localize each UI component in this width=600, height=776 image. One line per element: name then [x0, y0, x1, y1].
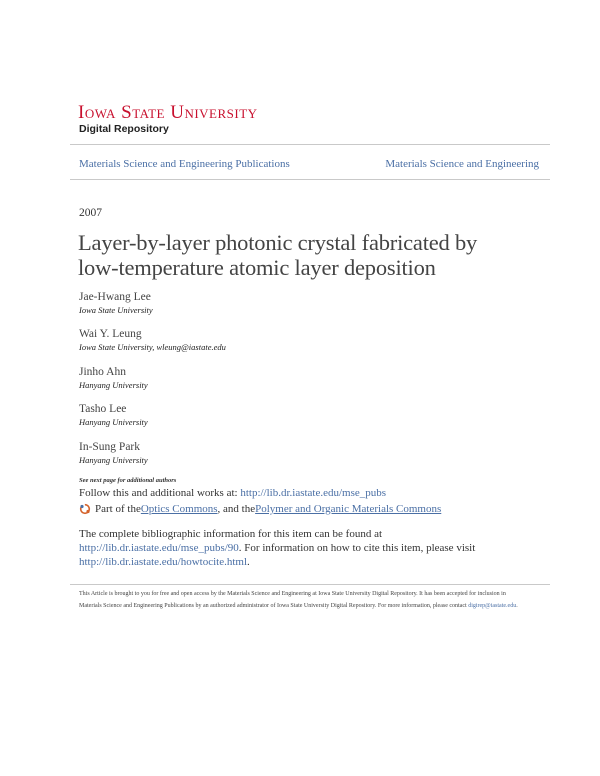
nav-divider — [70, 179, 550, 180]
author-email: wleung@iastate.edu — [156, 342, 226, 352]
author-entry — [79, 440, 499, 466]
polymer-commons-link[interactable]: Polymer and Organic Materials Commons — [255, 503, 442, 515]
footer-divider — [70, 584, 550, 585]
howtocite-link[interactable]: http://lib.dr.iastate.edu/howtocite.html — [79, 556, 248, 568]
author-name: Jae-Hwang Lee — [79, 291, 151, 303]
author-entry — [79, 290, 499, 316]
department-link[interactable]: Materials Science and Engineering — [385, 158, 539, 170]
commons-network-icon — [79, 503, 91, 515]
item-link[interactable]: http://lib.dr.iastate.edu/mse_pubs/90 — [79, 542, 239, 554]
top-divider — [70, 144, 550, 145]
paper-title: Layer-by-layer photonic crystal fabricated by low-temperature atomic layer deposition — [78, 230, 478, 280]
publications-link[interactable]: Materials Science and Engineering Publications — [79, 158, 290, 170]
author-entry — [79, 402, 499, 428]
biblio-text: . — [247, 556, 250, 568]
collection-link[interactable]: http://lib.dr.iastate.edu/mse_pubs — [240, 487, 387, 499]
breadcrumb — [79, 158, 539, 170]
see-next-page-note: See next page for additional authors — [79, 477, 177, 484]
author-affiliation: Hanyang University — [79, 380, 148, 390]
footer-end: . — [516, 602, 518, 609]
author-affiliation: Iowa State University, wleung@iastate.edu — [79, 342, 226, 352]
part-of-prefix: Part of the — [95, 503, 141, 515]
repository-name: Digital Repository — [79, 123, 169, 135]
contact-email-link[interactable]: digirep@iastate.edu — [468, 602, 517, 609]
author-entry — [79, 327, 499, 353]
follow-line — [79, 487, 386, 499]
biblio-text: The complete bibliographic information for this item can be found at — [79, 528, 383, 540]
author-affiliation: Iowa State University — [79, 305, 153, 315]
author-affiliation: Hanyang University — [79, 417, 148, 427]
university-logo: Iowa State University — [78, 102, 258, 123]
author-entry — [79, 365, 499, 391]
author-affiliation: Hanyang University — [79, 455, 148, 465]
part-of-middle: , and the — [217, 503, 256, 515]
optics-commons-link[interactable]: Optics Commons — [140, 503, 218, 515]
author-name: Wai Y. Leung — [79, 328, 142, 340]
footer-note — [79, 589, 524, 612]
footer-text: This Article is brought to you for free and open access by the Materials Science and Engineering at Iowa State University Digital Repository. It has been accepted for inclusion in Materials Science and Engineering Publications by an authorized administrator of Iowa State University Digital Repository. For more information, please contact — [79, 591, 506, 609]
author-name: Jinho Ahn — [79, 366, 126, 378]
biblio-text: . For information on how to cite this item, please visit — [238, 542, 476, 554]
part-of-line — [79, 503, 441, 515]
author-name: In-Sung Park — [79, 441, 141, 453]
author-affiliation-text: Iowa State University — [79, 342, 153, 352]
follow-prefix: Follow this and additional works at: — [79, 487, 241, 499]
publication-year: 2007 — [79, 207, 102, 219]
bibliographic-info — [79, 527, 519, 569]
author-name: Tasho Lee — [79, 403, 127, 415]
